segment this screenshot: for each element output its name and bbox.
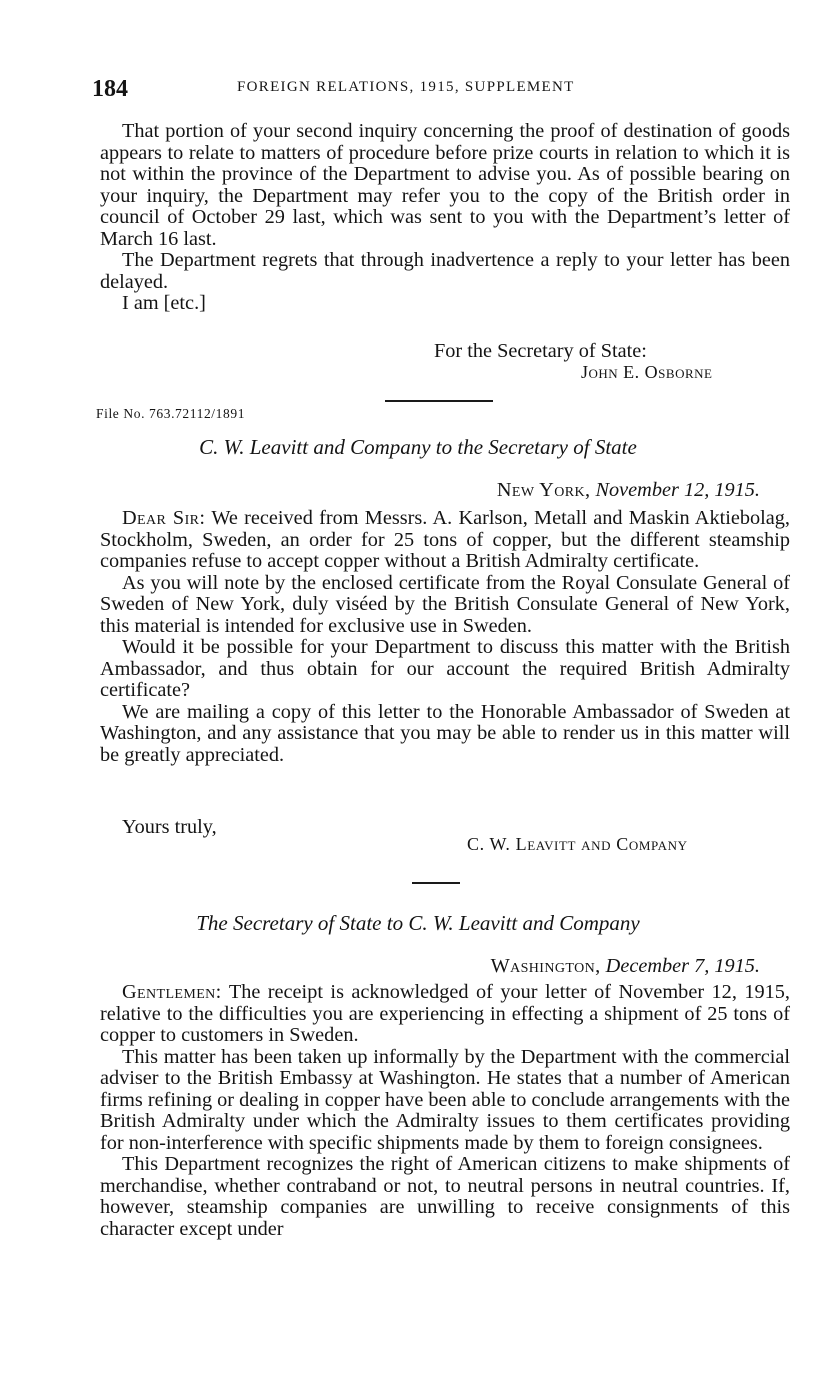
letter-paragraph: We are mailing a copy of this letter to the Honorable Ambassador of Sweden at Washington, and any assistance that you may be able to render us in this matter will be greatly appreciated. <box>100 700 790 766</box>
previous-letter-paragraph: That portion of your second inquiry concerning the proof of destination of goods appears to relate to matters of procedure before prize courts in relation to which it is not within the province of the Department to advise you. As of possible bearing on your inquiry, the Department may refer you to the copy of the British order in council of October 29 last, which was sent to you with the Department’s letter of March 16 last. <box>100 120 790 250</box>
paragraph-text: The receipt is acknowledged of your letter of November 12, 1915, relative to the difficulties you are experiencing in effecting a shipment of 25 tons of copper to customers in Sweden. <box>100 981 790 1046</box>
file-number: File No. 763.72112/1891 <box>96 406 246 421</box>
letter-paragraph: This Department recognizes the right of American citizens to make shipments of merchandise, whether contraband or not, to neutral persons in neutral countries. If, however, steamship companies are unwilling to receive consignments of this character except under <box>100 1153 790 1240</box>
signature-name: John E. Osborne <box>581 362 713 382</box>
letter-paragraph <box>100 508 790 573</box>
dateline-date: December 7, 1915. <box>605 955 760 977</box>
salutation: Gentlemen: <box>122 981 222 1003</box>
letter-body <box>100 508 790 766</box>
signature-intro: For the Secretary of State: <box>434 340 647 362</box>
running-head-title: FOREIGN RELATIONS, 1915, SUPPLEMENT <box>237 79 575 95</box>
section-divider <box>412 882 460 884</box>
dateline <box>491 955 760 978</box>
dateline-date: November 12, 1915. <box>595 479 760 501</box>
document-heading: C. W. Leavitt and Company to the Secretary of State <box>199 435 637 459</box>
page-number: 184 <box>92 76 128 102</box>
document-heading: The Secretary of State to C. W. Leavitt and Company <box>196 911 640 935</box>
salutation: Dear Sir: <box>122 507 206 529</box>
letter-signer: C. W. Leavitt and Company <box>467 834 688 854</box>
letter-paragraph: As you will note by the enclosed certificate from the Royal Consulate General of Sweden of New York, duly viséed by the British Consulate General of New York, this material is intended for exclusive use in Sweden. <box>100 571 790 637</box>
paragraph-text: We received from Messrs. A. Karlson, Metall and Maskin Aktiebolag, Stockholm, Sweden, an order for 25 tons of copper, but the different steamship companies refuse to accept copper without a British Admiralty certificate. <box>100 507 790 572</box>
running-head <box>92 76 776 106</box>
dateline-place: Washington, <box>490 955 601 977</box>
previous-letter-body <box>100 121 790 315</box>
dateline-place: New York, <box>496 479 591 501</box>
previous-letter-closing: I am [etc.] <box>122 292 206 314</box>
letter-paragraph: Would it be possible for your Department to discuss this matter with the British Ambassador, and thus obtain for our account the required British Admiralty certificate? <box>100 636 790 701</box>
letter-body <box>100 982 790 1240</box>
letter-closing: Yours truly, <box>122 816 217 838</box>
letter-paragraph: This matter has been taken up informally by the Department with the commercial adviser to the British Embassy at Washington. He states that a number of American firms refining or dealing in copper have been able to conclude arrangements with the British Admiralty under which the Admiralty issues to them certificates providing for non-interference with specific shipments made by them to foreign consignees. <box>100 1045 790 1154</box>
section-divider <box>385 400 493 402</box>
dateline <box>497 479 760 502</box>
previous-letter-paragraph: The Department regrets that through inadvertence a reply to your letter has been delayed. <box>100 249 790 293</box>
letter-paragraph <box>100 982 790 1047</box>
